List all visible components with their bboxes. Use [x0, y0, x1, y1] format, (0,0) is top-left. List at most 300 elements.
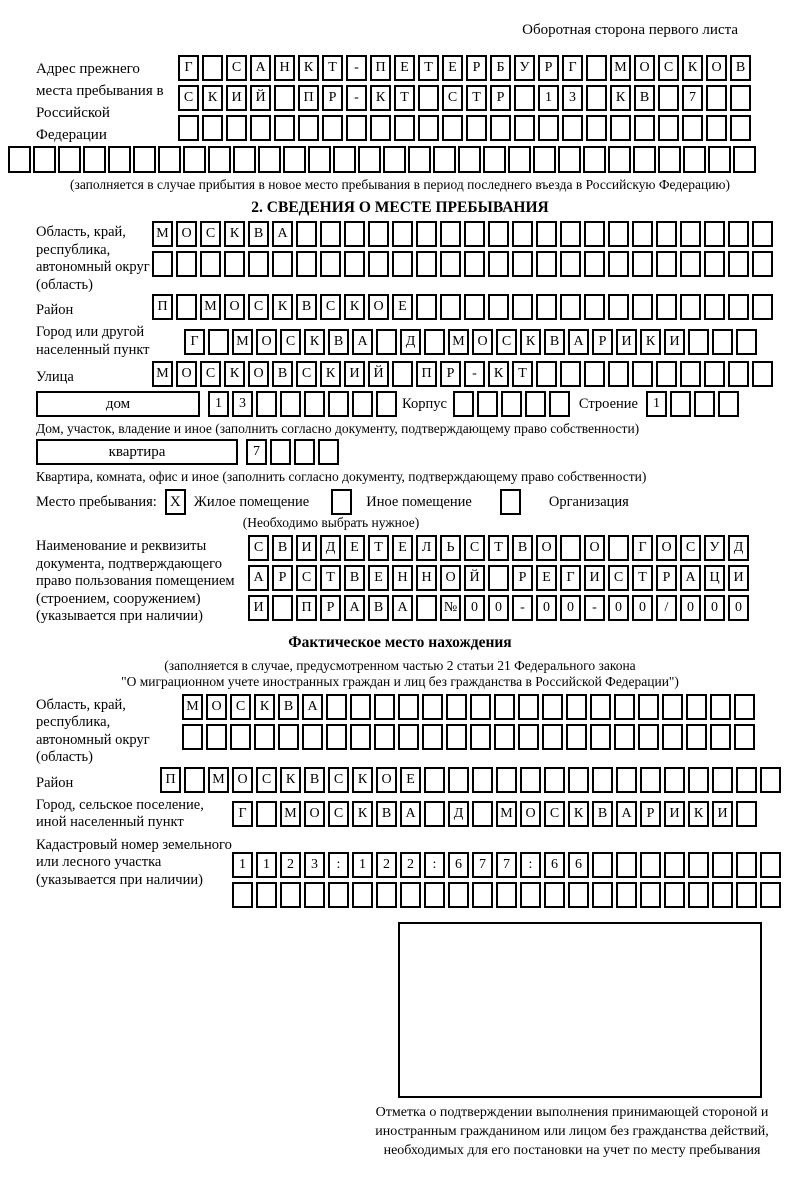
char-cell[interactable]: 1: [208, 391, 229, 417]
char-cell[interactable]: Т: [418, 55, 439, 81]
char-cell[interactable]: [374, 694, 395, 720]
char-cell[interactable]: [560, 251, 581, 277]
char-cell[interactable]: [274, 115, 295, 141]
char-cell[interactable]: И: [584, 565, 605, 591]
char-cell[interactable]: [466, 115, 487, 141]
char-cell[interactable]: -: [584, 595, 605, 621]
char-cell[interactable]: [562, 115, 583, 141]
char-cell[interactable]: 0: [728, 595, 749, 621]
char-cell[interactable]: К: [224, 361, 245, 387]
char-cell[interactable]: [208, 146, 231, 173]
char-cell[interactable]: [274, 85, 295, 111]
char-cell[interactable]: М: [152, 221, 173, 247]
char-cell[interactable]: [446, 694, 467, 720]
char-cell[interactable]: [592, 852, 613, 878]
char-cell[interactable]: [424, 767, 445, 793]
char-cell[interactable]: Т: [466, 85, 487, 111]
char-cell[interactable]: [608, 146, 631, 173]
char-cell[interactable]: С: [544, 801, 565, 827]
char-cell[interactable]: [398, 724, 419, 750]
char-cell[interactable]: П: [296, 595, 317, 621]
char-cell[interactable]: 6: [544, 852, 565, 878]
char-cell[interactable]: [440, 251, 461, 277]
char-cell[interactable]: К: [304, 329, 325, 355]
char-cell[interactable]: [477, 391, 498, 417]
char-cell[interactable]: [376, 391, 397, 417]
char-cell[interactable]: У: [514, 55, 535, 81]
char-cell[interactable]: Г: [178, 55, 199, 81]
char-cell[interactable]: [440, 221, 461, 247]
char-cell[interactable]: [302, 724, 323, 750]
char-cell[interactable]: [712, 767, 733, 793]
char-cell[interactable]: Р: [466, 55, 487, 81]
char-cell[interactable]: В: [344, 565, 365, 591]
char-cell[interactable]: О: [634, 55, 655, 81]
oblast-row-2[interactable]: [152, 251, 776, 277]
char-cell[interactable]: [616, 852, 637, 878]
char-cell[interactable]: К: [352, 801, 373, 827]
char-cell[interactable]: Д: [320, 535, 341, 561]
char-cell[interactable]: -: [346, 85, 367, 111]
char-cell[interactable]: [152, 251, 173, 277]
char-cell[interactable]: К: [298, 55, 319, 81]
char-cell[interactable]: К: [640, 329, 661, 355]
char-cell[interactable]: И: [344, 361, 365, 387]
char-cell[interactable]: [446, 724, 467, 750]
char-cell[interactable]: А: [248, 565, 269, 591]
char-cell[interactable]: И: [664, 329, 685, 355]
char-cell[interactable]: [392, 251, 413, 277]
char-cell[interactable]: [525, 391, 546, 417]
char-cell[interactable]: М: [232, 329, 253, 355]
char-cell[interactable]: [226, 115, 247, 141]
char-cell[interactable]: [296, 251, 317, 277]
char-cell[interactable]: М: [208, 767, 229, 793]
char-cell[interactable]: [686, 694, 707, 720]
char-cell[interactable]: [296, 221, 317, 247]
char-cell[interactable]: [560, 535, 581, 561]
char-cell[interactable]: Р: [320, 595, 341, 621]
char-cell[interactable]: [728, 221, 749, 247]
char-cell[interactable]: [453, 391, 474, 417]
char-cell[interactable]: [730, 85, 751, 111]
char-cell[interactable]: К: [488, 361, 509, 387]
char-cell[interactable]: [133, 146, 156, 173]
char-cell[interactable]: [256, 391, 277, 417]
oblast3-row-2[interactable]: [182, 724, 758, 750]
char-cell[interactable]: [254, 724, 275, 750]
char-cell[interactable]: [640, 882, 661, 908]
char-cell[interactable]: [416, 251, 437, 277]
char-cell[interactable]: С: [200, 221, 221, 247]
char-cell[interactable]: К: [568, 801, 589, 827]
char-cell[interactable]: В: [278, 694, 299, 720]
char-cell[interactable]: [704, 251, 725, 277]
char-cell[interactable]: Ц: [704, 565, 725, 591]
char-cell[interactable]: [514, 115, 535, 141]
char-cell[interactable]: 2: [400, 852, 421, 878]
char-cell[interactable]: 0: [680, 595, 701, 621]
char-cell[interactable]: П: [416, 361, 437, 387]
char-cell[interactable]: Е: [392, 535, 413, 561]
prev-address-row-4[interactable]: [8, 146, 800, 173]
char-cell[interactable]: С: [496, 329, 517, 355]
char-cell[interactable]: [448, 767, 469, 793]
char-cell[interactable]: С: [296, 565, 317, 591]
char-cell[interactable]: [230, 724, 251, 750]
char-cell[interactable]: [501, 391, 522, 417]
char-cell[interactable]: [352, 882, 373, 908]
char-cell[interactable]: Р: [538, 55, 559, 81]
char-cell[interactable]: [158, 146, 181, 173]
char-cell[interactable]: [270, 439, 291, 465]
char-cell[interactable]: [664, 882, 685, 908]
char-cell[interactable]: К: [280, 767, 301, 793]
char-cell[interactable]: [728, 251, 749, 277]
char-cell[interactable]: А: [302, 694, 323, 720]
char-cell[interactable]: Е: [392, 294, 413, 320]
char-cell[interactable]: С: [226, 55, 247, 81]
char-cell[interactable]: [706, 85, 727, 111]
char-cell[interactable]: [398, 694, 419, 720]
char-cell[interactable]: 1: [256, 852, 277, 878]
char-cell[interactable]: [272, 595, 293, 621]
char-cell[interactable]: [280, 391, 301, 417]
char-cell[interactable]: [688, 882, 709, 908]
char-cell[interactable]: Р: [490, 85, 511, 111]
char-cell[interactable]: [488, 565, 509, 591]
char-cell[interactable]: [514, 85, 535, 111]
char-cell[interactable]: 1: [538, 85, 559, 111]
char-cell[interactable]: [232, 882, 253, 908]
char-cell[interactable]: [683, 146, 706, 173]
char-cell[interactable]: О: [176, 221, 197, 247]
char-cell[interactable]: [206, 724, 227, 750]
char-cell[interactable]: [533, 146, 556, 173]
char-cell[interactable]: Т: [632, 565, 653, 591]
char-cell[interactable]: [752, 251, 773, 277]
char-cell[interactable]: О: [176, 361, 197, 387]
char-cell[interactable]: -: [346, 55, 367, 81]
char-cell[interactable]: [368, 221, 389, 247]
char-cell[interactable]: 0: [488, 595, 509, 621]
char-cell[interactable]: Й: [250, 85, 271, 111]
char-cell[interactable]: [518, 694, 539, 720]
char-cell[interactable]: [350, 694, 371, 720]
char-cell[interactable]: В: [512, 535, 533, 561]
char-cell[interactable]: [616, 767, 637, 793]
char-cell[interactable]: О: [706, 55, 727, 81]
char-cell[interactable]: С: [320, 294, 341, 320]
char-cell[interactable]: [248, 251, 269, 277]
char-cell[interactable]: [83, 146, 106, 173]
char-cell[interactable]: О: [520, 801, 541, 827]
char-cell[interactable]: 2: [376, 852, 397, 878]
char-cell[interactable]: В: [730, 55, 751, 81]
char-cell[interactable]: №: [440, 595, 461, 621]
char-cell[interactable]: [536, 361, 557, 387]
char-cell[interactable]: Д: [728, 535, 749, 561]
char-cell[interactable]: Н: [416, 565, 437, 591]
char-cell[interactable]: [632, 221, 653, 247]
char-cell[interactable]: [278, 724, 299, 750]
char-cell[interactable]: [8, 146, 31, 173]
char-cell[interactable]: [318, 439, 339, 465]
char-cell[interactable]: [392, 361, 413, 387]
char-cell[interactable]: [728, 294, 749, 320]
char-cell[interactable]: [682, 115, 703, 141]
char-cell[interactable]: [584, 361, 605, 387]
char-cell[interactable]: [586, 85, 607, 111]
char-cell[interactable]: К: [320, 361, 341, 387]
char-cell[interactable]: О: [304, 801, 325, 827]
char-cell[interactable]: П: [370, 55, 391, 81]
char-cell[interactable]: О: [536, 535, 557, 561]
char-cell[interactable]: 6: [568, 852, 589, 878]
char-cell[interactable]: [464, 221, 485, 247]
char-cell[interactable]: [464, 251, 485, 277]
char-cell[interactable]: [680, 251, 701, 277]
char-cell[interactable]: С: [256, 767, 277, 793]
char-cell[interactable]: [656, 251, 677, 277]
char-cell[interactable]: [688, 767, 709, 793]
char-cell[interactable]: Н: [274, 55, 295, 81]
char-cell[interactable]: [560, 294, 581, 320]
char-cell[interactable]: [736, 329, 757, 355]
char-cell[interactable]: К: [272, 294, 293, 320]
char-cell[interactable]: [710, 694, 731, 720]
prev-address-row-3[interactable]: [178, 115, 754, 141]
char-cell[interactable]: [472, 767, 493, 793]
gorod-row[interactable]: [184, 329, 760, 355]
organizaciya-checkbox[interactable]: [500, 489, 521, 515]
char-cell[interactable]: 1: [232, 852, 253, 878]
char-cell[interactable]: А: [344, 595, 365, 621]
char-cell[interactable]: [326, 694, 347, 720]
char-cell[interactable]: М: [448, 329, 469, 355]
char-cell[interactable]: [520, 767, 541, 793]
doc-row-2[interactable]: [248, 565, 752, 591]
char-cell[interactable]: В: [304, 767, 325, 793]
char-cell[interactable]: [350, 724, 371, 750]
char-cell[interactable]: /: [656, 595, 677, 621]
char-cell[interactable]: Д: [400, 329, 421, 355]
char-cell[interactable]: [584, 251, 605, 277]
char-cell[interactable]: Р: [272, 565, 293, 591]
char-cell[interactable]: [256, 882, 277, 908]
char-cell[interactable]: [680, 294, 701, 320]
char-cell[interactable]: [346, 115, 367, 141]
char-cell[interactable]: Й: [464, 565, 485, 591]
char-cell[interactable]: [536, 294, 557, 320]
inoe-checkbox[interactable]: [331, 489, 352, 515]
char-cell[interactable]: Е: [400, 767, 421, 793]
char-cell[interactable]: [368, 251, 389, 277]
char-cell[interactable]: [708, 146, 731, 173]
char-cell[interactable]: [712, 882, 733, 908]
char-cell[interactable]: [472, 801, 493, 827]
char-cell[interactable]: [464, 294, 485, 320]
char-cell[interactable]: [183, 146, 206, 173]
char-cell[interactable]: [752, 221, 773, 247]
char-cell[interactable]: [433, 146, 456, 173]
char-cell[interactable]: О: [656, 535, 677, 561]
ulitsa-row[interactable]: [152, 361, 776, 387]
char-cell[interactable]: [632, 294, 653, 320]
char-cell[interactable]: [326, 724, 347, 750]
char-cell[interactable]: 0: [608, 595, 629, 621]
char-cell[interactable]: 3: [562, 85, 583, 111]
char-cell[interactable]: [200, 251, 221, 277]
char-cell[interactable]: П: [298, 85, 319, 111]
char-cell[interactable]: О: [440, 565, 461, 591]
char-cell[interactable]: [752, 361, 773, 387]
dom-row[interactable]: [208, 391, 400, 417]
char-cell[interactable]: [752, 294, 773, 320]
prev-address-row-2[interactable]: [178, 85, 754, 111]
char-cell[interactable]: 3: [232, 391, 253, 417]
char-cell[interactable]: [418, 115, 439, 141]
char-cell[interactable]: [520, 882, 541, 908]
char-cell[interactable]: И: [728, 565, 749, 591]
char-cell[interactable]: [736, 852, 757, 878]
char-cell[interactable]: [736, 767, 757, 793]
char-cell[interactable]: К: [254, 694, 275, 720]
char-cell[interactable]: [283, 146, 306, 173]
char-cell[interactable]: С: [230, 694, 251, 720]
char-cell[interactable]: [583, 146, 606, 173]
char-cell[interactable]: [272, 251, 293, 277]
raion-row[interactable]: [152, 294, 776, 320]
char-cell[interactable]: Г: [232, 801, 253, 827]
char-cell[interactable]: [448, 882, 469, 908]
char-cell[interactable]: [656, 294, 677, 320]
char-cell[interactable]: [328, 391, 349, 417]
char-cell[interactable]: В: [272, 535, 293, 561]
char-cell[interactable]: Е: [368, 565, 389, 591]
char-cell[interactable]: 0: [464, 595, 485, 621]
char-cell[interactable]: [638, 724, 659, 750]
char-cell[interactable]: В: [634, 85, 655, 111]
doc-row-1[interactable]: [248, 535, 752, 561]
char-cell[interactable]: П: [160, 767, 181, 793]
char-cell[interactable]: [688, 329, 709, 355]
char-cell[interactable]: [638, 694, 659, 720]
char-cell[interactable]: [418, 85, 439, 111]
char-cell[interactable]: М: [610, 55, 631, 81]
char-cell[interactable]: Д: [448, 801, 469, 827]
char-cell[interactable]: [664, 767, 685, 793]
char-cell[interactable]: [608, 221, 629, 247]
char-cell[interactable]: Р: [640, 801, 661, 827]
char-cell[interactable]: Л: [416, 535, 437, 561]
char-cell[interactable]: [400, 882, 421, 908]
char-cell[interactable]: А: [616, 801, 637, 827]
char-cell[interactable]: [658, 146, 681, 173]
char-cell[interactable]: 3: [304, 852, 325, 878]
char-cell[interactable]: С: [658, 55, 679, 81]
char-cell[interactable]: [508, 146, 531, 173]
char-cell[interactable]: [712, 852, 733, 878]
char-cell[interactable]: И: [616, 329, 637, 355]
char-cell[interactable]: М: [496, 801, 517, 827]
char-cell[interactable]: [760, 882, 781, 908]
char-cell[interactable]: В: [368, 595, 389, 621]
char-cell[interactable]: М: [182, 694, 203, 720]
oblast-row-1[interactable]: [152, 221, 776, 247]
char-cell[interactable]: [734, 694, 755, 720]
char-cell[interactable]: [590, 724, 611, 750]
kadastr-row-2[interactable]: [232, 882, 784, 908]
char-cell[interactable]: [704, 294, 725, 320]
char-cell[interactable]: [549, 391, 570, 417]
char-cell[interactable]: [422, 694, 443, 720]
char-cell[interactable]: [584, 294, 605, 320]
char-cell[interactable]: Е: [442, 55, 463, 81]
char-cell[interactable]: Н: [392, 565, 413, 591]
char-cell[interactable]: С: [464, 535, 485, 561]
char-cell[interactable]: [566, 724, 587, 750]
char-cell[interactable]: Б: [490, 55, 511, 81]
korpus-row[interactable]: [453, 391, 573, 417]
char-cell[interactable]: О: [472, 329, 493, 355]
char-cell[interactable]: [718, 391, 739, 417]
char-cell[interactable]: [344, 251, 365, 277]
char-cell[interactable]: [320, 251, 341, 277]
char-cell[interactable]: [472, 882, 493, 908]
char-cell[interactable]: [736, 801, 757, 827]
char-cell[interactable]: И: [226, 85, 247, 111]
char-cell[interactable]: Й: [368, 361, 389, 387]
char-cell[interactable]: 0: [536, 595, 557, 621]
char-cell[interactable]: [558, 146, 581, 173]
char-cell[interactable]: К: [224, 221, 245, 247]
char-cell[interactable]: И: [248, 595, 269, 621]
char-cell[interactable]: А: [352, 329, 373, 355]
char-cell[interactable]: Р: [592, 329, 613, 355]
char-cell[interactable]: [416, 221, 437, 247]
char-cell[interactable]: 7: [682, 85, 703, 111]
char-cell[interactable]: [662, 724, 683, 750]
char-cell[interactable]: [458, 146, 481, 173]
char-cell[interactable]: [560, 221, 581, 247]
char-cell[interactable]: [658, 115, 679, 141]
char-cell[interactable]: [496, 882, 517, 908]
char-cell[interactable]: [202, 55, 223, 81]
char-cell[interactable]: К: [688, 801, 709, 827]
char-cell[interactable]: [416, 294, 437, 320]
char-cell[interactable]: К: [682, 55, 703, 81]
char-cell[interactable]: [608, 251, 629, 277]
char-cell[interactable]: [730, 115, 751, 141]
char-cell[interactable]: [733, 146, 756, 173]
char-cell[interactable]: [710, 724, 731, 750]
raion3-row[interactable]: [160, 767, 784, 793]
char-cell[interactable]: О: [584, 535, 605, 561]
char-cell[interactable]: В: [376, 801, 397, 827]
char-cell[interactable]: [640, 852, 661, 878]
char-cell[interactable]: М: [200, 294, 221, 320]
char-cell[interactable]: Т: [320, 565, 341, 591]
char-cell[interactable]: :: [328, 852, 349, 878]
char-cell[interactable]: В: [248, 221, 269, 247]
char-cell[interactable]: [494, 694, 515, 720]
char-cell[interactable]: [560, 361, 581, 387]
char-cell[interactable]: [322, 115, 343, 141]
char-cell[interactable]: [470, 694, 491, 720]
char-cell[interactable]: [688, 852, 709, 878]
char-cell[interactable]: О: [256, 329, 277, 355]
